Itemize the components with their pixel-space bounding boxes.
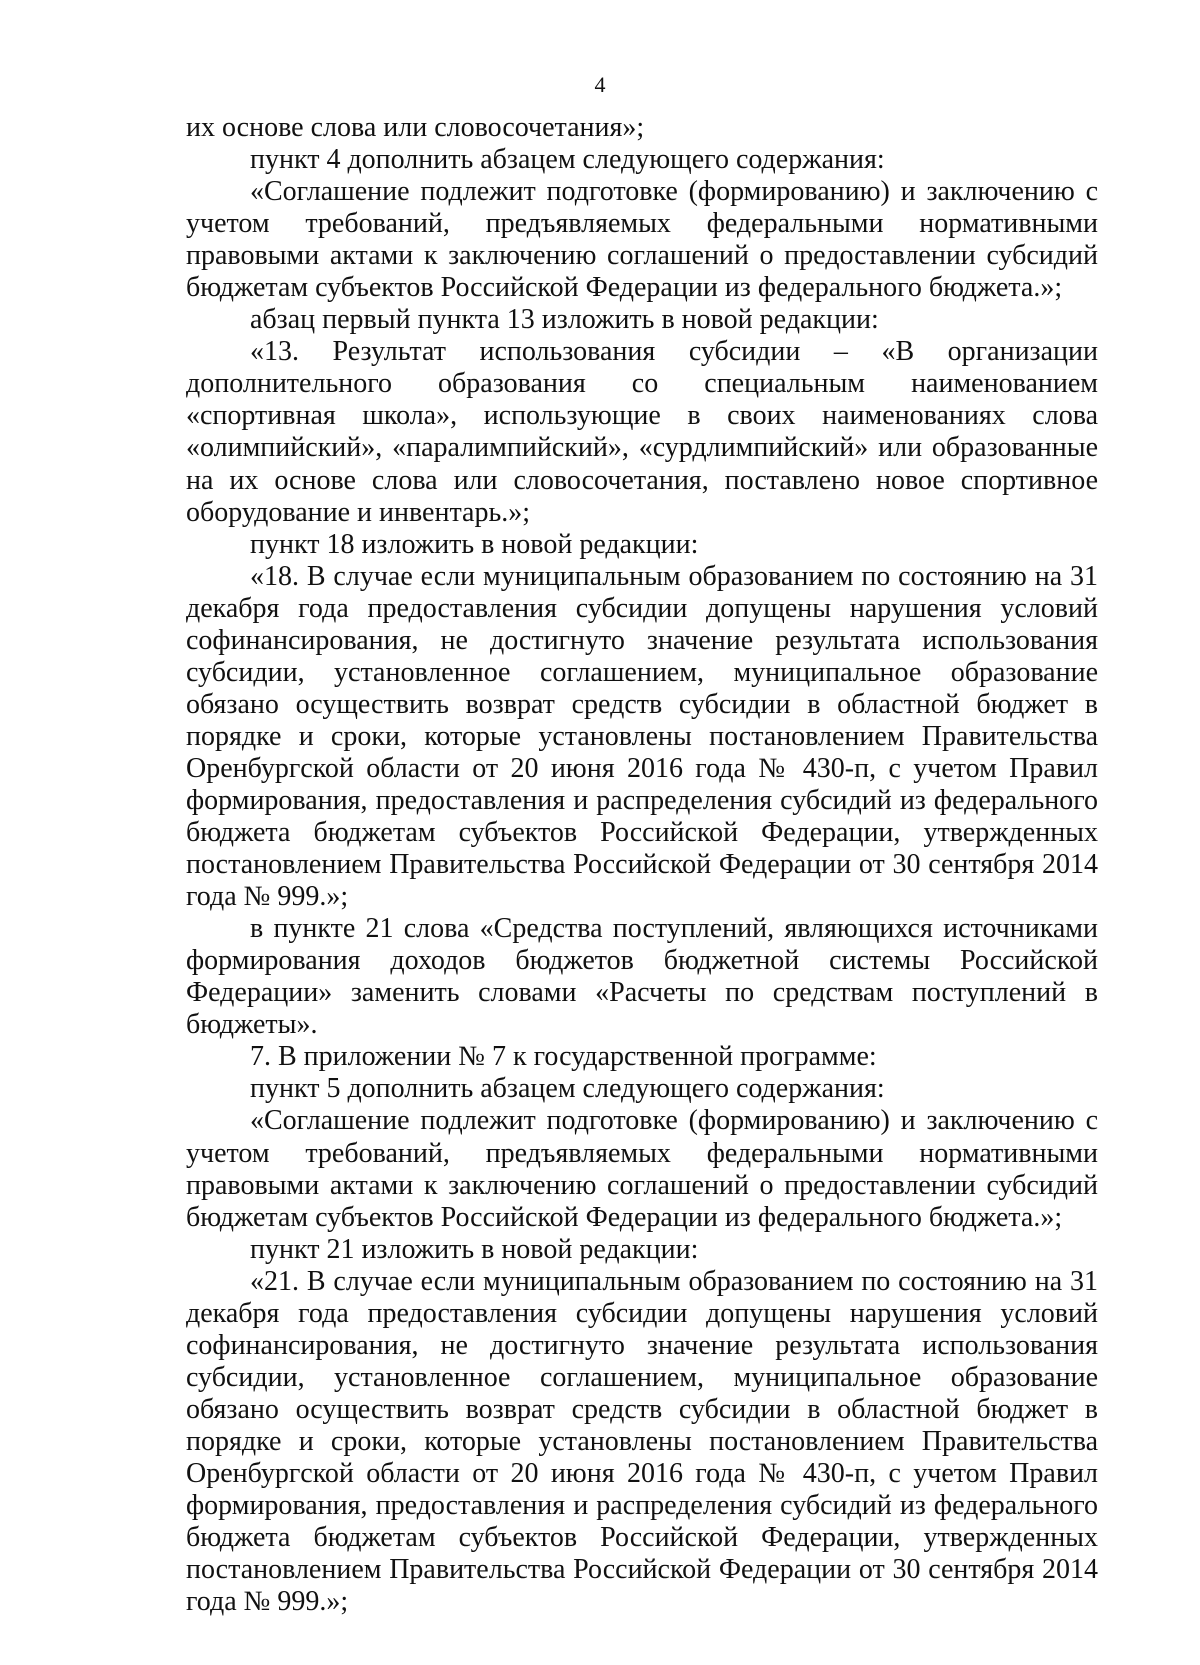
page-number: 4 (594, 72, 606, 97)
paragraph-item21-text: «21. В случае если муниципальным образованием по состоянию на 31 декабря года предоставления субсидии допущены нарушения условий софинансирования, не достигнуто значение результата использования субсидии, установленное соглашением, муниципальное образование обязано осуществить возврат средств субсидии в областной бюджет в порядке и сроки, которые установлены постановлением Правительства Оренбургской области от 20 июня 2016 года № 430-п, с учетом Правил формирования, предоставления и распределения субсидий из федерального бюджета бюджетам субъектов Российской Федерации, утвержденных постановлением Правительства Российской Федерации от 30 сентября 2014 года № 999.»; (186, 1265, 1098, 1618)
paragraph-agreement-text: «Соглашение подлежит подготовке (формированию) и заключению с учетом требований, предъявляемых федеральными нормативными правовыми актами к заключению соглашений о предоставлении субсидий бюджетам субъектов Российской Федерации из федерального бюджета.»; (186, 176, 1098, 304)
paragraph-continuation: их основе слова или словосочетания»; (186, 112, 645, 143)
paragraph-item18-text: «18. В случае если муниципальным образованием по состоянию на 31 декабря года предоставления субсидии допущены нарушения условий софинансирования, не достигнуто значение результата использования субсидии, установленное соглашением, муниципальное образование обязано осуществить возврат средств субсидии в областной бюджет в порядке и сроки, которые установлены постановлением Правительства Оренбургской области от 20 июня 2016 года № 430-п, с учетом Правил формирования, предоставления и распределения субсидий из федерального бюджета бюджетам субъектов Российской Федерации, утвержденных постановлением Правительства Российской Федерации от 30 сентября 2014 года № 999.»; (186, 560, 1098, 913)
paragraph-item21-intro: пункт 21 изложить в новой редакции: (250, 1233, 699, 1265)
paragraph-item13-intro: абзац первый пункта 13 изложить в новой редакции: (250, 304, 879, 336)
document-body (186, 112, 1098, 1618)
paragraph-item5-intro: пункт 5 дополнить абзацем следующего содержания: (250, 1073, 885, 1105)
paragraph-item21-replace: в пункте 21 слова «Средства поступлений, являющихся источниками формирования доходов бюджетов бюджетной системы Российской Федерации» заменить словами «Расчеты по средствам поступлений в бюджеты». (186, 913, 1098, 1041)
paragraph-item13-text: «13. Результат использования субсидии – «В организации дополнительного образования со специальным наименованием «спортивная школа», использующие в своих наименованиях слова «олимпийский», «паралимпийский», «сурдлимпийский» или образованные на их основе слова или словосочетания, поставлено новое спортивное оборудование и инвентарь.»; (186, 336, 1098, 528)
paragraph-agreement-text-2: «Соглашение подлежит подготовке (формированию) и заключению с учетом требований, предъявляемых федеральными нормативными правовыми актами к заключению соглашений о предоставлении субсидий бюджетам субъектов Российской Федерации из федерального бюджета.»; (186, 1105, 1098, 1233)
paragraph-item18-intro: пункт 18 изложить в новой редакции: (250, 528, 699, 560)
paragraph-appendix7-heading: 7. В приложении № 7 к государственной программе: (250, 1041, 877, 1073)
paragraph-item4-intro: пункт 4 дополнить абзацем следующего содержания: (250, 144, 885, 176)
